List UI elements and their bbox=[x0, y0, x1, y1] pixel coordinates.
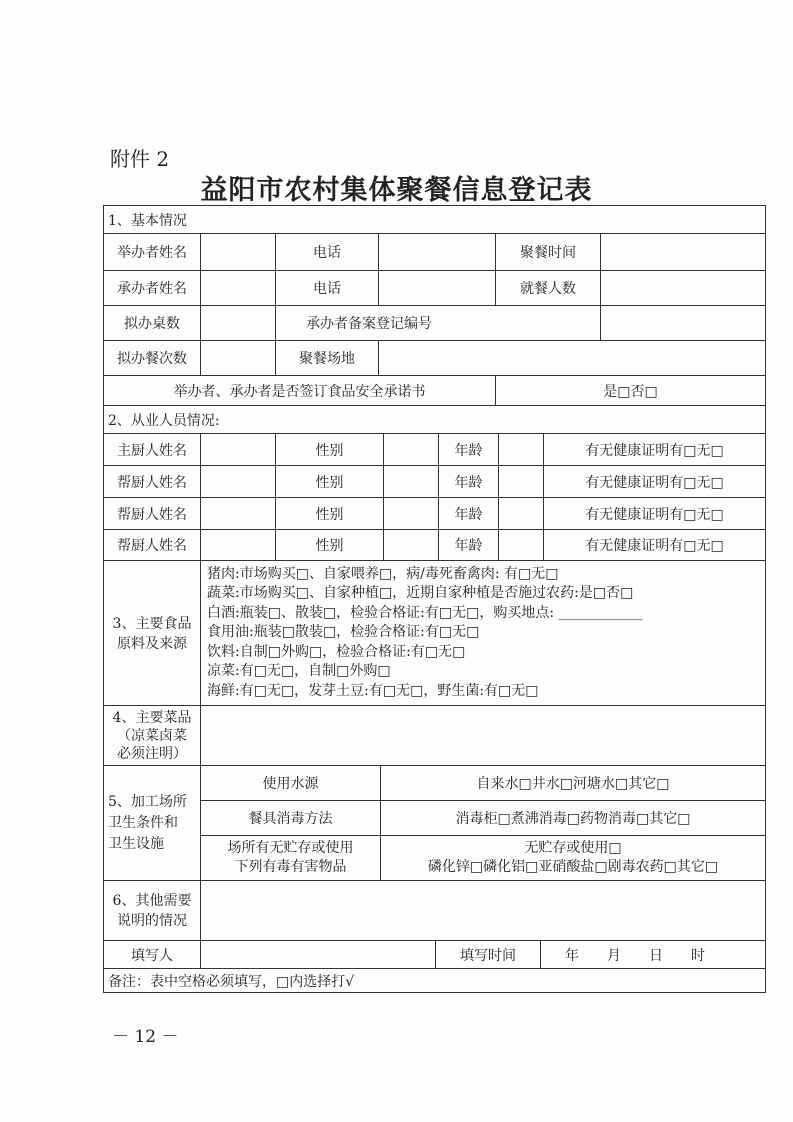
gender-label: 性别 bbox=[276, 466, 384, 498]
food-source-table bbox=[103, 560, 766, 766]
food-source-options[interactable] bbox=[201, 561, 766, 706]
time-label: 聚餐时间 bbox=[496, 234, 601, 271]
toxic-options[interactable]: 无贮存或使用□ 磷化锌□磷化铝□亚硝酸盐□剧毒农药□其它□ bbox=[381, 836, 766, 881]
venue-field[interactable] bbox=[379, 341, 766, 376]
age-label: 年龄 bbox=[439, 530, 499, 561]
section-6-label: 6、其他需要 说明的情况 bbox=[104, 881, 201, 941]
diners-field[interactable] bbox=[601, 271, 766, 306]
diners-label: 就餐人数 bbox=[496, 271, 601, 306]
filler-label: 填写人 bbox=[104, 941, 201, 969]
fill-time-label: 填写时间 bbox=[436, 941, 541, 969]
basic-info-table bbox=[103, 205, 766, 406]
water-source-label: 使用水源 bbox=[201, 766, 381, 801]
source-line: 饮料:自制□外购□，检验合格证:有□无□ bbox=[207, 643, 466, 660]
section-1-heading: 1、基本情况 bbox=[104, 206, 766, 234]
meals-label: 拟办餐次数 bbox=[104, 341, 201, 376]
age-field[interactable] bbox=[499, 530, 544, 561]
staff-name-field[interactable] bbox=[201, 434, 276, 466]
hygiene-table bbox=[103, 765, 766, 881]
contractor-name-field[interactable] bbox=[201, 271, 276, 306]
health-cert-options[interactable]: 有无健康证明有□无□ bbox=[544, 466, 766, 498]
fill-time-field[interactable]: 年 月 日 时 bbox=[541, 941, 766, 969]
reg-no-field[interactable] bbox=[601, 306, 766, 341]
section-2-heading: 2、从业人员情况: bbox=[104, 406, 766, 434]
form-title: 益阳市农村集体聚餐信息登记表 bbox=[200, 175, 593, 206]
age-field[interactable] bbox=[499, 434, 544, 466]
staff-name-field[interactable] bbox=[201, 466, 276, 498]
source-line: 凉菜:有□无□，自制□外购□ bbox=[207, 663, 391, 680]
filler-field[interactable] bbox=[201, 941, 436, 969]
main-dishes-field[interactable] bbox=[201, 706, 766, 766]
other-table bbox=[103, 880, 766, 993]
section-3-label: 3、主要食品 原料及来源 bbox=[104, 561, 201, 706]
page-number: － 12 － bbox=[112, 1027, 179, 1047]
source-line: 海鲜:有□无□，发芽土豆:有□无□，野生菌:有□无□ bbox=[207, 682, 539, 699]
tables-label: 拟办桌数 bbox=[104, 306, 201, 341]
source-line: 蔬菜:市场购买□、自家种植□，近期自家种植是否施过农药:是□否□ bbox=[207, 585, 634, 602]
toxic-label: 场所有无贮存或使用 下列有毒有害物品 bbox=[201, 836, 381, 881]
host-phone-field[interactable] bbox=[379, 234, 496, 271]
contractor-phone-label: 电话 bbox=[276, 271, 379, 306]
reg-no-label: 承办者备案登记编号 bbox=[276, 306, 601, 341]
staff-role: 帮厨人姓名 bbox=[104, 498, 201, 530]
gender-field[interactable] bbox=[384, 530, 439, 561]
health-cert-options[interactable]: 有无健康证明有□无□ bbox=[544, 498, 766, 530]
host-name-field[interactable] bbox=[201, 234, 276, 271]
disinfect-options[interactable]: 消毒柜□煮沸消毒□药物消毒□其它□ bbox=[381, 801, 766, 836]
age-field[interactable] bbox=[499, 498, 544, 530]
health-cert-options[interactable]: 有无健康证明有□无□ bbox=[544, 530, 766, 561]
promise-label: 举办者、承办者是否签订食品安全承诺书 bbox=[104, 376, 496, 406]
gender-field[interactable] bbox=[384, 466, 439, 498]
staff-name-field[interactable] bbox=[201, 498, 276, 530]
age-label: 年龄 bbox=[439, 434, 499, 466]
staff-role: 帮厨人姓名 bbox=[104, 466, 201, 498]
gender-field[interactable] bbox=[384, 498, 439, 530]
staff-table bbox=[103, 405, 766, 561]
source-line: 白酒:瓶装□、散装□，检验合格证:有□无□，购买地点: ____________ bbox=[207, 604, 643, 621]
staff-role: 帮厨人姓名 bbox=[104, 530, 201, 561]
host-name-label: 举办者姓名 bbox=[104, 234, 201, 271]
gender-label: 性别 bbox=[276, 530, 384, 561]
section-4-label: 4、主要菜品 （凉菜卤菜 必须注明） bbox=[104, 706, 201, 766]
remark-note: 备注：表中空格必须填写，□内选择打√ bbox=[104, 969, 766, 993]
venue-label: 聚餐场地 bbox=[276, 341, 379, 376]
gender-label: 性别 bbox=[276, 498, 384, 530]
staff-role: 主厨人姓名 bbox=[104, 434, 201, 466]
contractor-phone-field[interactable] bbox=[379, 271, 496, 306]
promise-options[interactable]: 是□否□ bbox=[496, 376, 766, 406]
section-5-label: 5、加工场所 卫生条件和 卫生设施 bbox=[104, 766, 201, 881]
gender-label: 性别 bbox=[276, 434, 384, 466]
age-field[interactable] bbox=[499, 466, 544, 498]
disinfect-label: 餐具消毒方法 bbox=[201, 801, 381, 836]
attachment-label: 附件 2 bbox=[110, 147, 170, 171]
time-field[interactable] bbox=[601, 234, 766, 271]
health-cert-options[interactable]: 有无健康证明有□无□ bbox=[544, 434, 766, 466]
age-label: 年龄 bbox=[439, 466, 499, 498]
water-source-options[interactable]: 自来水□井水□河塘水□其它□ bbox=[381, 766, 766, 801]
age-label: 年龄 bbox=[439, 498, 499, 530]
staff-name-field[interactable] bbox=[201, 530, 276, 561]
tables-field[interactable] bbox=[201, 306, 276, 341]
gender-field[interactable] bbox=[384, 434, 439, 466]
source-line: 猪肉:市场购买□、自家喂养□，病/毒死畜禽肉: 有□无□ bbox=[207, 565, 559, 582]
other-notes-field[interactable] bbox=[201, 881, 766, 941]
source-line: 食用油:瓶装□散装□，检验合格证:有□无□ bbox=[207, 624, 480, 641]
contractor-name-label: 承办者姓名 bbox=[104, 271, 201, 306]
host-phone-label: 电话 bbox=[276, 234, 379, 271]
meals-field[interactable] bbox=[201, 341, 276, 376]
